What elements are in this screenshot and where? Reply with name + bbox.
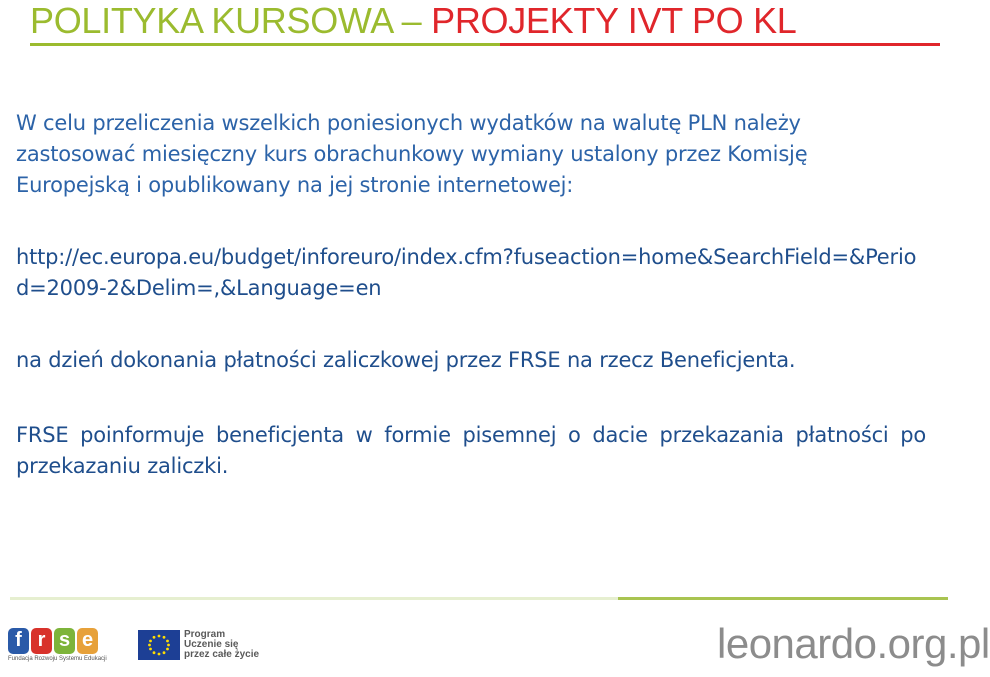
eu-program-line3: przez całe życie [184, 649, 260, 660]
slide-title [30, 0, 950, 46]
inforeuro-link[interactable]: http://ec.europa.eu/budget/inforeuro/index.cfm?fuseaction=home&SearchField=&Period=2009-2&Delim=,&Language=en [16, 245, 917, 300]
frse-logo [8, 628, 107, 668]
footer-divider-light [10, 597, 618, 600]
frse-letter-r: r [31, 628, 52, 654]
title-underline-red [500, 43, 940, 46]
eu-program-line1: Program [184, 629, 226, 640]
title-part-red: PROJEKTY IVT PO KL [431, 0, 797, 41]
frse-letter-e: e [77, 628, 98, 654]
title-underline-green [30, 43, 500, 46]
paragraph-payment-date: na dzień dokonania płatności zaliczkowej przez FRSE na rzecz Beneficjenta. [16, 348, 796, 372]
title-part-green: POLITYKA KURSOWA – [30, 0, 422, 41]
leonardo-website-logo: leonardo.org.pl [717, 620, 990, 667]
eu-program-line2: Uczenie się [184, 639, 239, 650]
frse-letter-s: s [54, 628, 75, 654]
eu-program-logo [138, 630, 259, 660]
frse-caption: Fundacja Rozwoju Systemu Edukacji [8, 656, 107, 662]
paragraph-exchange-rule: W celu przeliczenia wszelkich poniesionych wydatków na walutę PLN należy zastosować miesięczny kurs obrachunkowy wymiany ustalony przez Komisję Europejską i opublikowany na jej stronie internetowej: [16, 111, 808, 197]
paragraph-notification: FRSE poinformuje beneficjenta w formie pisemnej o dacie przekazania płatności po przekazaniu zaliczki. [16, 423, 926, 478]
eu-flag-icon [138, 630, 180, 660]
frse-letter-f: f [8, 628, 29, 654]
footer-divider-green [618, 597, 948, 600]
eu-program-text [184, 630, 259, 660]
